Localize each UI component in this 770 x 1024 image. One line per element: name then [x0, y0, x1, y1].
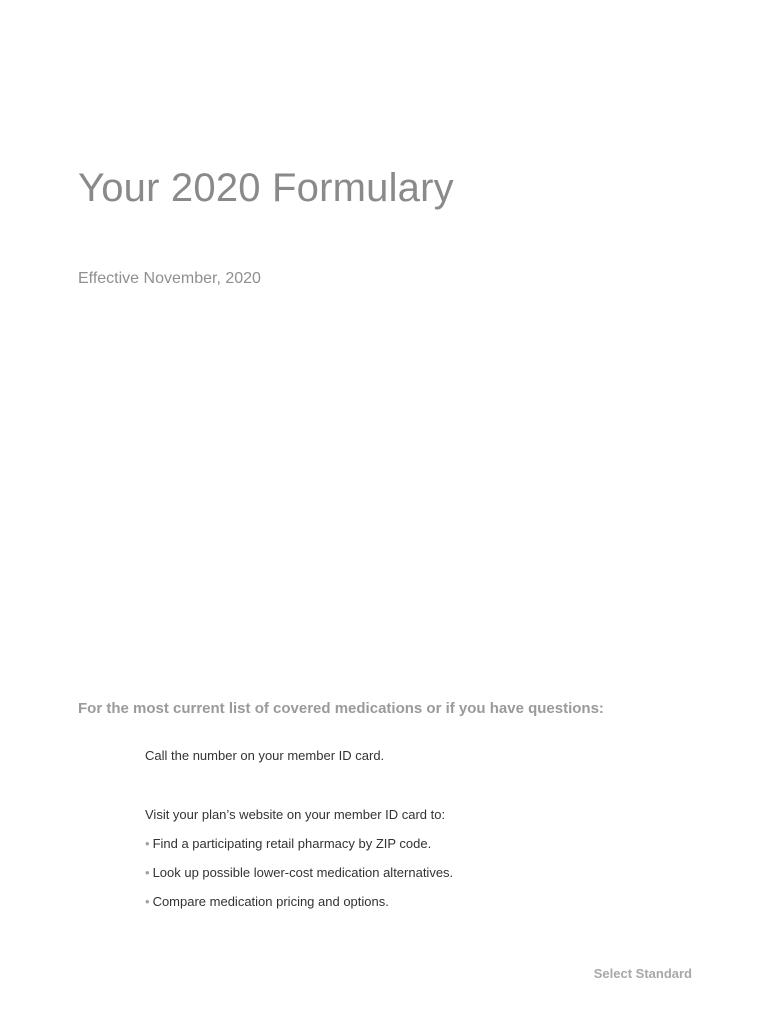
- website-features-list: [145, 836, 453, 923]
- list-item: [145, 894, 453, 923]
- call-instruction: Call the number on your member ID card.: [145, 748, 385, 763]
- page-title: Your 2020 Formulary: [78, 166, 454, 210]
- plan-brand-name: Select Standard: [593, 966, 692, 981]
- list-item: [145, 865, 453, 894]
- bullet-icon: •: [145, 894, 150, 909]
- list-item-text: Look up possible lower-cost medication alternatives.: [152, 865, 454, 880]
- list-item: [145, 836, 453, 865]
- questions-heading: For the most current list of covered medications or if you have questions:: [78, 700, 604, 717]
- effective-date: Effective November, 2020: [78, 270, 261, 287]
- bullet-icon: •: [145, 836, 150, 851]
- list-item-text: Find a participating retail pharmacy by ZIP code.: [152, 836, 432, 851]
- bullet-icon: •: [145, 865, 150, 880]
- list-item-text: Compare medication pricing and options.: [152, 894, 389, 909]
- website-instruction: Visit your plan’s website on your member ID card to:: [145, 807, 446, 822]
